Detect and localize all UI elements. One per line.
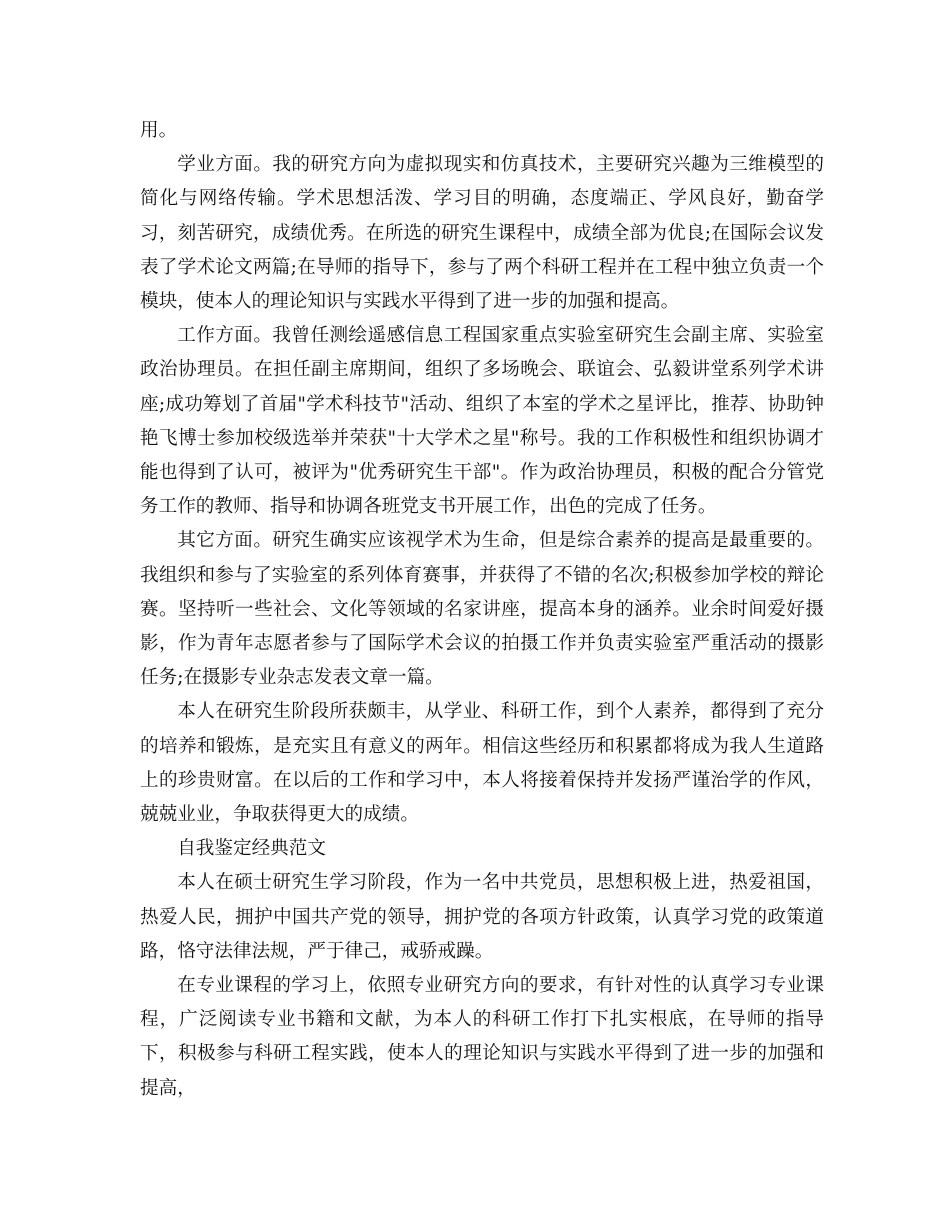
paragraph-study: 在专业课程的学习上，依照专业研究方向的要求，有针对性的认真学习专业课程，广泛阅读专业书籍和文献，为本人的科研工作打下扎实根底，在导师的指导下，积极参与科研工程实践，使本人的理论知识与实践水平得到了进一步的加强和提高， <box>140 975 824 1099</box>
section-heading: 自我鉴定经典范文 <box>177 838 326 860</box>
document-body <box>140 114 824 1106</box>
paragraph-work: 工作方面。我曾任测绘遥感信息工程国家重点实验室研究生会副主席、实验室政治协理员。在担任副主席期间，组织了多场晚会、联谊会、弘毅讲堂系列学术讲座;成功筹划了首届"学术科技节"活动、组织了本室的学术之星评比，推荐、协助钟艳飞博士参加校级选举并荣获"十大学术之星"称号。我的工作积极性和组织协调才能也得到了认可，被评为"优秀研究生干部"。作为政治协理员，积极的配合分管党务工作的教师、指导和协调各班党支书开展工作，出色的完成了任务。 <box>140 325 824 518</box>
paragraph-political: 本人在硕士研究生学习阶段，作为一名中共党员，思想积极上进，热爱祖国，热爱人民，拥护中国共产党的领导，拥护党的各项方针政策，认真学习党的政策道路，恪守法律法规，严于律己，戒骄戒躁。 <box>140 872 824 962</box>
paragraph-continuation: 用。 <box>140 120 178 141</box>
paragraph-other: 其它方面。研究生确实应该视学术为生命，但是综合素养的提高是最重要的。我组织和参与了实验室的系列体育赛事，并获得了不错的名次;积极参加学校的辩论赛。坚持听一些社会、文化等领域的名家讲座，提高本身的涵养。业余时间爱好摄影，作为青年志愿者参与了国际学术会议的拍摄工作并负责实验室严重活动的摄影任务;在摄影专业杂志发表文章一篇。 <box>140 530 824 689</box>
paragraph-academic: 学业方面。我的研究方向为虚拟现实和仿真技术，主要研究兴趣为三维模型的简化与网络传输。学术思想活泼、学习目的明确，态度端正、学风良好，勤奋学习，刻苦研究，成绩优秀。在所选的研究生课程中，成绩全部为优良;在国际会议发表了学术论文两篇;在导师的指导下，参与了两个科研工程并在工程中独立负责一个模块，使本人的理论知识与实践水平得到了进一步的加强和提高。 <box>140 154 824 313</box>
paragraph-summary: 本人在研究生阶段所获颇丰，从学业、科研工作，到个人素养，都得到了充分的培养和锻炼，是充实且有意义的两年。相信这些经历和积累都将成为我人生道路上的珍贵财富。在以后的工作和学习中，本人将接着保持并发扬严谨治学的作风，兢兢业业，争取获得更大的成绩。 <box>140 701 824 826</box>
